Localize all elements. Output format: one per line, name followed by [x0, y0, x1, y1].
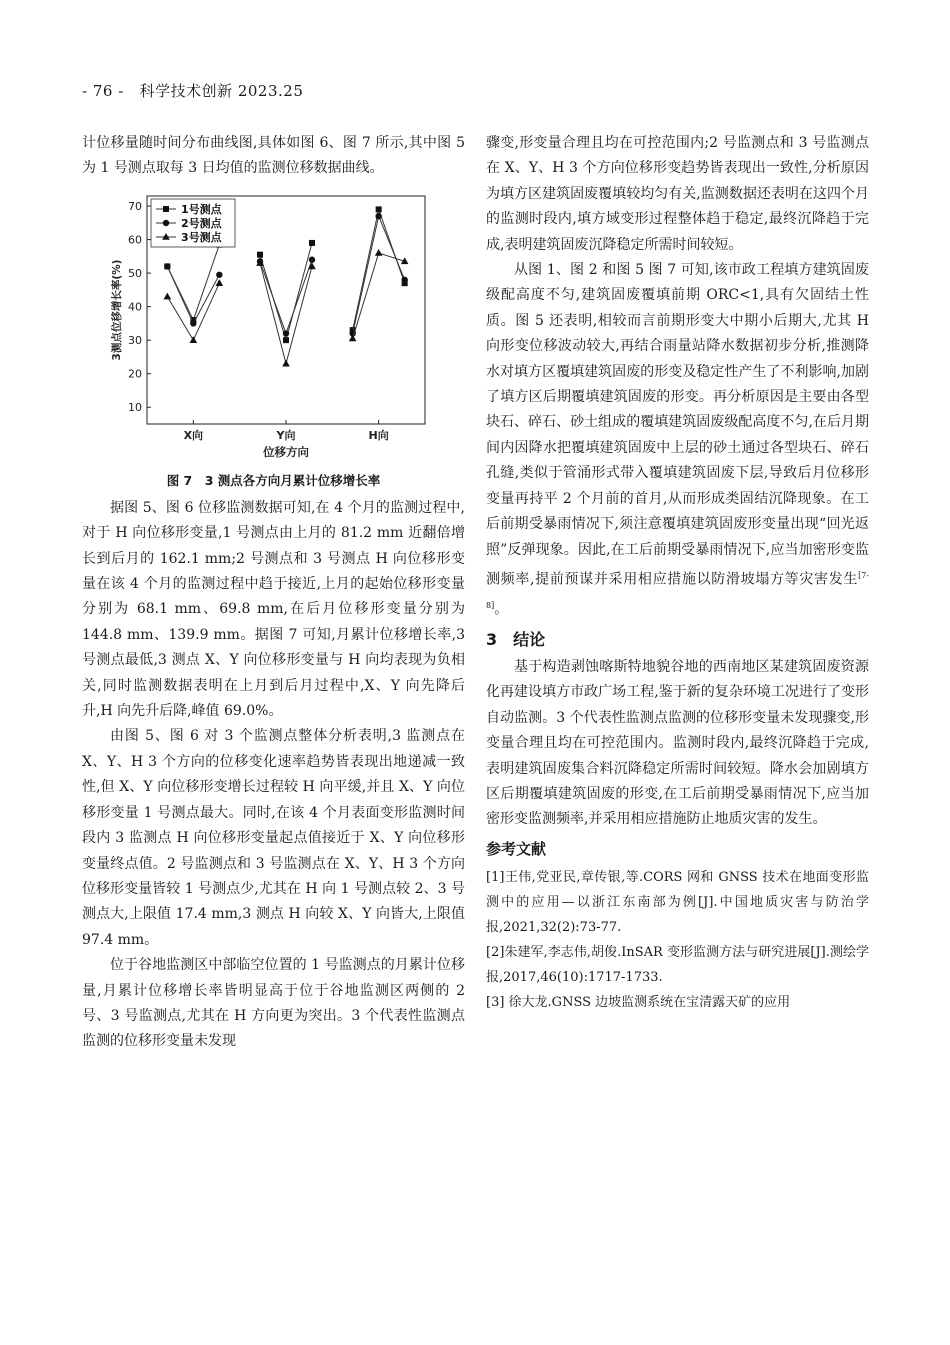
- y-tick-label-4: 50: [128, 266, 142, 280]
- y-tick-label-3: 40: [128, 300, 142, 314]
- legend-marker-2: [163, 220, 169, 226]
- series-2-point-3-2: [375, 213, 381, 219]
- citation-7-8: [7-8]: [486, 570, 869, 610]
- x-tick-label-1: Y向: [276, 428, 296, 442]
- left-column: [82, 131, 465, 1055]
- left-paragraph-1: 计位移量随时间分布曲线图,具体如图 6、图 7 所示,其中图 5 为 1 号测点取每 3 日均值的监测位移数据曲线。: [82, 135, 465, 177]
- figure-7: [82, 188, 465, 468]
- figure-caption: 图 7 3 测点各方向月累计位移增长率: [166, 472, 381, 488]
- left-paragraph-3: 由图 5、图 6 对 3 个监测点整体分析表明,3 监测点在 X、Y、H 3 个方向的位移变化速率趋势皆表现出地递减一致性,但 X、Y 向位移形变增长过程较 H 向平缓,并且 X、Y 向位移形变量 1 号测点最大。同时,在该 4 个月表面变形监测时间段内 3 监测点 H 向位移形变量起点值接近于 X、Y 向位移形变量终点值。2 号监测点和 3 号监测点在 X、Y、H 3 个方向位移形变量皆较 1 号测点少,尤其在 H 向 1 号测点较 2、3 号测点大,上限值 17.4 mm,3 测点 H 向较 X、Y 向皆大,上限值 97.4 mm。: [82, 728, 465, 948]
- left-paragraph-4: 位于谷地监测区中部临空位置的 1 号监测点的月累计位移量,月累计位移增长率皆明显高于位于谷地监测区两侧的 2 号、3 号监测点,尤其在 H 方向更为突出。3 个代表性监测点监测的位移形变量未发现: [82, 957, 465, 1050]
- series-2-point-1-2: [190, 320, 196, 326]
- journal-title: 科学技术创新 2023.25: [139, 82, 304, 100]
- right-column: [486, 131, 869, 1015]
- x-tick-label-0: X向: [183, 428, 204, 442]
- x-axis-label: 位移方向: [263, 444, 309, 459]
- references-title: 参考文献: [486, 839, 547, 858]
- y-tick-label-1: 20: [128, 367, 142, 381]
- series-1-point-3-2: [376, 206, 382, 212]
- series-2-point-3-3: [401, 276, 407, 282]
- right-paragraph-2-text: 从图 1、图 2 和图 5 图 7 可知,该市政工程填方建筑固废级配高度不匀,建筑固废覆填前期 ORC<1,具有欠固结土性质。图 5 还表明,相较而言前期形变大中期小后期大,尤其 H 向形变位移波动较大,再结合雨量站降水数据初步分析,推测降水对填方区覆填建筑固废的形变及稳定性产生了不利影响,加剧了填方区后期覆填建筑固废的形变。再分析原因是主要由各型块石、碎石、砂土组成的覆填建筑固废级配高度不匀,在后月期间内因降水把覆填建筑固废中上层的砂土通过各型块石、碎石孔缝,类似于管涌形式带入覆填建筑固废下层,导致后月位移形变量再持平 2 个月前的首月,从而形成类固结沉降现象。在工后前期受暴雨情况下,须注意覆填建筑固废形变量出现“回光返照”反弹现象。因此,在工后前期受暴雨情况下,应当加密形变监测频率,提前预谋并采用相应措施以防滑坡塌方等灾害发生: [486, 262, 869, 588]
- series-1-point-2-2: [283, 337, 289, 343]
- series-2-point-2-3: [309, 256, 315, 262]
- right-paragraph-1: 骤变,形变量合理且均在可控范围内;2 号监测点和 3 号监测点在 X、Y、H 3 个方向位移形变趋势皆表现出一致性,分析原因为填方区建筑固废覆填较均匀有关,监测数据还表明在这四个月的监测时段内,填方域变形过程整体趋于稳定,最终沉降趋于完成,表明建筑固废沉降稳定所需时间较短。: [486, 135, 869, 253]
- legend-label-2: 2号测点: [181, 216, 222, 230]
- y-tick-label-2: 30: [128, 333, 142, 347]
- series-2-point-1-3: [216, 271, 222, 277]
- series-3-point-3-1: [349, 334, 357, 341]
- section-3-text: 基于构造剥蚀喀斯特地貌谷地的西南地区某建筑固废资源化再建设填方市政广场工程,鉴于新的复杂环境工况进行了变形自动监测。3 个代表性监测点监测的位移形变量未发现骤变,形变量合理且均在可控范围内。监测时段内,最终沉降趋于完成,表明建筑固废集合料沉降稳定所需时间较短。降水会加剧填方区后期覆填建筑固废的形变,在工后前期受暴雨情况下,应当加密形变监测频率,并采用相应措施防止地质灾害的发生。: [486, 659, 869, 828]
- right-paragraph-2-tail: 。: [494, 601, 509, 618]
- y-tick-label-6: 70: [128, 199, 142, 213]
- series-3-point-1-2: [190, 336, 198, 343]
- series-3-point-3-2: [375, 249, 383, 256]
- series-3-point-1-1: [164, 292, 172, 299]
- section-3-title: 3 结论: [486, 630, 546, 650]
- reference-1: [1]王伟,党亚民,章传银,等.CORS 网和 GNSS 技术在地面变形监测中的应用—以浙江东南部为例[J].中国地质灾害与防治学报,2021,32(2):73-77.: [486, 869, 869, 935]
- right-paragraph-2: [486, 258, 869, 623]
- x-tick-label-2: H向: [368, 428, 389, 442]
- series-2-line-group-1: [167, 266, 219, 323]
- growth-rate-chart: [82, 188, 465, 468]
- series-2-point-2-2: [283, 330, 289, 336]
- series-1-point-2-3: [309, 240, 315, 246]
- y-tick-label-0: 10: [128, 401, 142, 415]
- legend-label-1: 1号测点: [181, 202, 222, 216]
- page-number: - 76 -: [82, 82, 124, 100]
- page-header: [82, 80, 303, 101]
- series-2-point-1-1: [164, 263, 170, 269]
- y-tick-label-5: 60: [128, 233, 142, 247]
- series-1-point-2-1: [257, 251, 263, 257]
- left-paragraph-2: 据图 5、图 6 位移监测数据可知,在 4 个月的监测过程中,对于 H 向位移形变量,1 号测点由上月的 81.2 mm 近翻倍增长到后月的 162.1 mm;2 号测点和 3 号测点 H 向位移形变量在该 4 个月的监测过程中趋于接近,上月的起始位移形变量分别为 68.1 mm、69.8 mm,在后月位移形变量分别为 144.8 mm、139.9 mm。据图 7 可知,月累计位移增长率,3 号测点最低,3 测点 X、Y 向位移形变量与 H 向均表现为负相关,同时监测数据表明在上月到后月过程中,X、Y 向先降后升,H 向先升后降,峰值 69.0%。: [82, 499, 465, 720]
- series-2-line-group-3: [353, 216, 405, 333]
- legend-marker-1: [163, 206, 169, 212]
- reference-3: [3] 徐大龙.GNSS 边坡监测系统在宝清露天矿的应用: [486, 994, 791, 1010]
- series-3-line-group-2: [260, 263, 312, 364]
- series-3-point-2-2: [282, 359, 290, 366]
- legend-label-3: 3号测点: [181, 230, 222, 244]
- y-axis-label: 3测点位移增长率(%): [111, 259, 123, 361]
- reference-2: [2]朱建军,李志伟,胡俊.InSAR 变形监测方法与研究进展[J].测绘学报,2017,46(10):1717-1733.: [486, 944, 869, 985]
- series-3-line-group-1: [167, 283, 219, 340]
